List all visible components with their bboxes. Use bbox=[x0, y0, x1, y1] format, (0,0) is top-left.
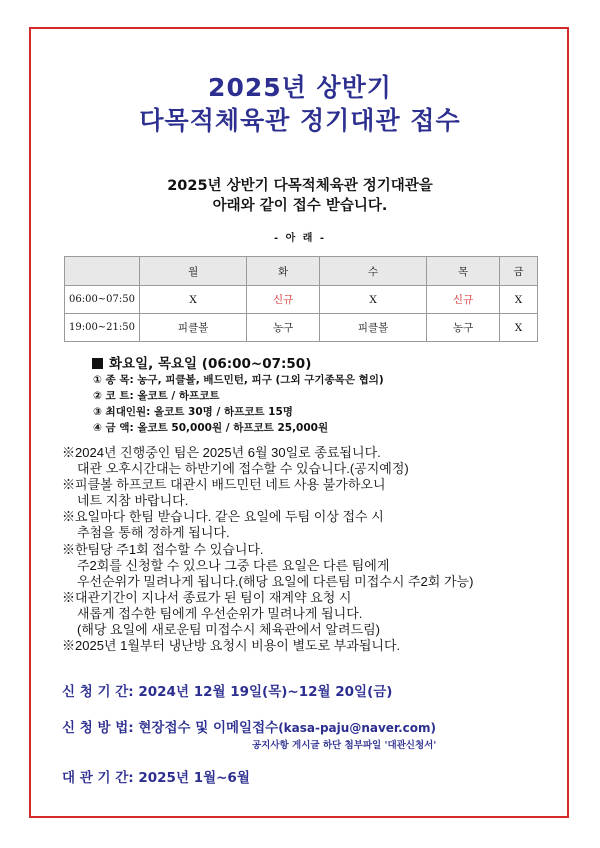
notes-list bbox=[62, 445, 473, 654]
slot-cell: X bbox=[499, 314, 537, 342]
table-row bbox=[65, 314, 538, 342]
square-bullet-icon bbox=[92, 358, 103, 369]
application-period-value: 2024년 12월 19일(목)~12월 20일(금) bbox=[138, 684, 393, 700]
note-line: ※2024년 진행중인 팀은 2025년 6월 30일로 종료됩니다. bbox=[62, 445, 381, 460]
note-line: ※2025년 1월부터 냉난방 요청시 비용이 별도로 부과됩니다. bbox=[62, 638, 401, 654]
slot-cell: X bbox=[140, 286, 247, 314]
schedule-header-row bbox=[65, 257, 538, 286]
note-line: 우선순위가 밀려나게 됩니다.(해당 요일에 다른팀 미접수시 주2회 가능) bbox=[77, 573, 474, 589]
title-line-1: 2025년 상반기 bbox=[208, 73, 392, 102]
schedule-table bbox=[64, 256, 538, 342]
header-tue: 화 bbox=[247, 257, 320, 286]
slot-cell: 피클볼 bbox=[140, 314, 247, 342]
slot-cell-new: 신규 bbox=[427, 286, 500, 314]
email-address: (kasa-paju@naver.com) bbox=[278, 721, 437, 735]
note-line: 주2회를 신청할 수 있으나 그중 다른 요일은 다른 팀에게 bbox=[77, 557, 390, 573]
slot-cell-new: 신규 bbox=[247, 286, 320, 314]
rental-period-label: 대 관 기 간: bbox=[62, 770, 134, 786]
application-method bbox=[62, 716, 436, 736]
note-line: 추첨을 통해 정하게 됩니다. bbox=[77, 525, 230, 541]
section-item: ② 코 트: 올코트 / 하프코트 bbox=[93, 390, 220, 402]
rental-period-value: 2025년 1월~6월 bbox=[138, 770, 250, 786]
application-period-label: 신 청 기 간: bbox=[62, 684, 134, 700]
subtitle-line-1: 2025년 상반기 다목적체육관 정기대관을 bbox=[167, 178, 433, 194]
time-slot: 06:00~07:50 bbox=[65, 286, 140, 314]
header-wed: 수 bbox=[319, 257, 426, 286]
note-line: 새롭게 접수한 팀에게 우선순위가 밀려나게 됩니다. bbox=[77, 605, 363, 621]
application-method-label: 신 청 방 법: bbox=[62, 720, 134, 736]
slot-cell: X bbox=[319, 286, 426, 314]
table-row bbox=[65, 286, 538, 314]
note-line: ※피클볼 하프코트 대관시 배드민턴 네트 사용 불가하오니 bbox=[62, 477, 386, 493]
header-mon: 월 bbox=[140, 257, 247, 286]
time-slot: 19:00~21:50 bbox=[65, 314, 140, 342]
header-empty bbox=[65, 257, 140, 286]
attachment-note: 공지사항 게시글 하단 첨부파일 '대관신청서' bbox=[252, 740, 437, 751]
slot-cell: 피클볼 bbox=[319, 314, 426, 342]
header-thu: 목 bbox=[427, 257, 500, 286]
slot-cell: 농구 bbox=[427, 314, 500, 342]
note-line: 대관 오후시간대는 하반기에 접수할 수 있습니다.(공지예정) bbox=[77, 461, 409, 477]
section-item: ④ 금 액: 올코트 50,000원 / 하프코트 25,000원 bbox=[93, 422, 329, 434]
application-method-value: 현장접수 및 이메일접수 bbox=[138, 720, 279, 736]
section-item: ① 종 목: 농구, 피클볼, 배드민턴, 피구 (그외 구기종목은 협의) bbox=[93, 374, 384, 386]
rental-period bbox=[62, 766, 250, 786]
section-heading bbox=[92, 352, 311, 372]
application-period bbox=[62, 680, 392, 700]
section-heading-text: 화요일, 목요일 (06:00~07:50) bbox=[109, 356, 312, 372]
section-items bbox=[93, 372, 384, 436]
note-line: ※한팀당 주1회 접수할 수 있습니다. bbox=[62, 541, 264, 557]
note-line: 네트 지참 바랍니다. bbox=[77, 493, 189, 509]
note-line: ※요일마다 한팀 받습니다. 같은 요일에 두팀 이상 접수 시 bbox=[62, 509, 384, 525]
section-item: ③ 최대인원: 올코트 30명 / 하프코트 15명 bbox=[93, 406, 293, 418]
header-fri: 금 bbox=[499, 257, 537, 286]
title-line-2: 다목적체육관 정기대관 접수 bbox=[139, 106, 461, 135]
note-line: (해당 요일에 새로운팀 미접수시 체육관에서 알려드림) bbox=[77, 622, 380, 638]
subtitle-line-2: 아래와 같이 접수 받습니다. bbox=[212, 198, 388, 214]
slot-cell: X bbox=[499, 286, 537, 314]
ara-label: - 아 래 - bbox=[273, 233, 327, 244]
note-line: ※대관기간이 지나서 종료가 된 팀이 재계약 요청 시 bbox=[62, 589, 352, 605]
slot-cell: 농구 bbox=[247, 314, 320, 342]
